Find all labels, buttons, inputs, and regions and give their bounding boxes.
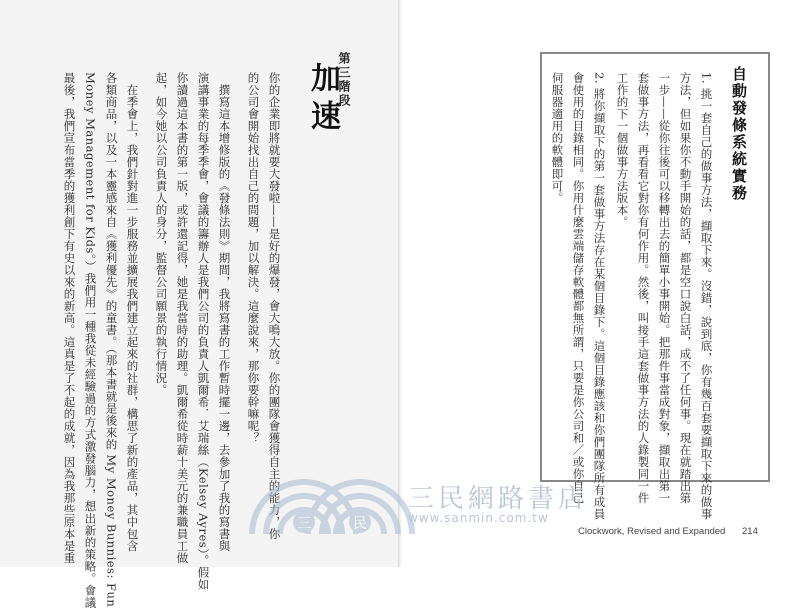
body-column: 你的企業即將就要大發啦——是好的爆發，會大鳴大放。你的團隊會獲得自主的能力，你: [267, 72, 282, 540]
chapter-label: 第三階段: [337, 52, 351, 108]
sidebar-column: 工作的下一個做事方法版本。: [615, 72, 630, 228]
sidebar-column: 會使用的目錄相同。你用什麼雲端儲存軟體都無所謂，只要是你公司和／或你自己: [571, 72, 586, 504]
running-footer-title: Clockwork, Revised and Expanded: [578, 526, 726, 537]
watermark-glyph: 民: [353, 516, 367, 532]
sidebar-title: 自動發條系統實務: [730, 66, 748, 202]
page-number: 214: [742, 526, 758, 537]
body-column: 起，如今她以公司負責人的身分，監督公司願景的執行情況。: [154, 72, 169, 396]
body-column: 各類商品，以及一本靈感來自《獲利優先》的童書。（那本書就是後來的 My Money Bunnies: Fun: [104, 72, 119, 608]
watermark-url: www.sanmin.com.tw: [408, 511, 549, 525]
sidebar-column: 2. 將你擷取下的第一套做事方法存在某個目錄下。這個目錄應該和你們團隊所有成員: [592, 72, 607, 521]
sidebar-column: 伺服器適用的軟體即可。: [550, 72, 565, 204]
body-column: 最後，我們宣布當季的獲利創下有史以來的新高。這真是了不起的成就，因為我那些原本是重: [62, 72, 77, 564]
sidebar-column: 1. 挑一套自己的做事方法，擷取下來。沒錯，說到底，你有幾百套要擷取下來的做事: [699, 72, 714, 521]
body-column: 演講事業的每季季會，會議的籌辦人是我們公司的負責人凱爾希．艾瑞絲（Kelsey Ayres）。假如: [196, 72, 211, 591]
body-column: 你讀過這本書的第一版，或許還記得，她是我當時的助理。凱爾希從時薪十美元的兼職員工做: [175, 72, 190, 564]
body-column: 的公司會開始找出自己的問題，加以解決。這麼說來，那你要幹嘛呢？: [246, 72, 261, 444]
sidebar-column: 套做事方法，再看看它對你有何作用。然後，叫接手這套做事方法的人錄製同一件: [636, 72, 651, 504]
watermark-name: 三民網路書店: [408, 484, 589, 514]
sidebar-column: 方法，但如果你不動手開始的話，都是空口說白話，成不了任何事。現在就踏出第: [678, 72, 693, 504]
watermark-glyph: 三: [297, 516, 311, 532]
body-column: 撰寫這本增修版的《發條法則》期間，我將寫書的工作暫時擺一邊，去參加了我的寫書與: [217, 84, 232, 552]
body-column: 在季會上，我們針對進一步服務並擴展我們建立起來的社群，構思了新的產品，其中包含: [125, 84, 140, 552]
sidebar-column: 一步——從你往後可以移轉出去的簡單小事開始。把那件事當成對象，擷取出第一: [657, 72, 672, 504]
chapter-title: 加速: [305, 62, 340, 138]
body-column: Money Management for Kids。）我們用一種我從未經驗過的方式激發腦力，想出新的策略。會議: [83, 72, 98, 608]
